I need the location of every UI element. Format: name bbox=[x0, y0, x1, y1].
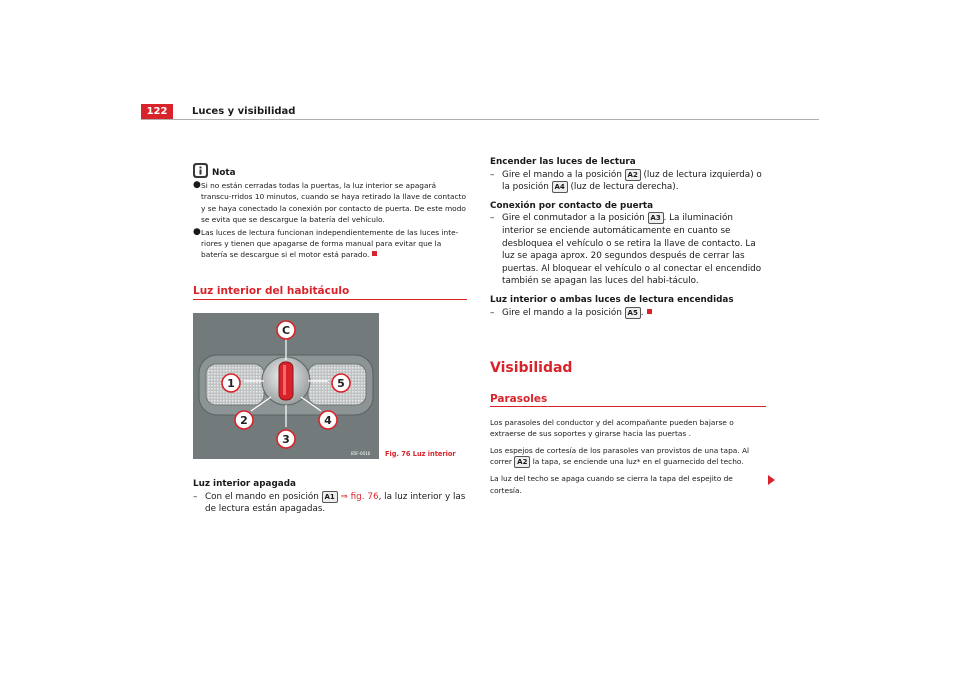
reading-item: – Gire el mando a la posición A2 (luz de lectura izquierda) o la posición A4 (luz de lectura derecha). bbox=[490, 169, 762, 193]
figure-label-5: 5 bbox=[337, 377, 345, 390]
parasoles-rule bbox=[490, 406, 766, 407]
right-column bbox=[490, 156, 766, 319]
header-rule bbox=[141, 119, 819, 120]
section-rule bbox=[193, 299, 467, 300]
figure-label-1: 1 bbox=[227, 377, 235, 390]
fig-ref-link[interactable]: fig. 76 bbox=[350, 491, 379, 502]
note-bullet-1: ● Si no están cerradas todas la puertas, la luz interior se apagará transcu-rridos 10 minutos, cuando se haya retirado la llave de contacto y se haya conectado la conexión por contacto de puerta. De este modo se evita que se descargue la batería del vehículo. bbox=[193, 180, 467, 225]
parasoles-p2: Los espejos de cortesía de los parasoles van provistos de una tapa. Al correr A2 la tapa, se enciende una luz* en el guarnecido del techo. bbox=[490, 445, 750, 467]
parasoles-p3: La luz del techo se apaga cuando se cierra la tapa del espejito de cortesía. bbox=[490, 474, 733, 495]
running-title: Luces y visibilidad bbox=[192, 106, 296, 117]
end-mark bbox=[647, 309, 652, 314]
interior-off-item: – Con el mando en posición A1 ⇒ fig. 76, la luz interior y las de lectura están apagadas. bbox=[193, 491, 466, 515]
note-bullet-2: ● Las luces de lectura funcionan independientemente de las luces inte-riores y tienen que apagarse de forma manual para evitar que la batería se descargue si el motor está parado. bbox=[193, 226, 459, 260]
badge-a4: A4 bbox=[552, 181, 568, 193]
figure-drawing bbox=[193, 313, 379, 459]
page-number: 122 bbox=[141, 104, 173, 119]
figure-label-4: 4 bbox=[324, 414, 332, 427]
parasoles-p1: Los parasoles del conductor y del acompañante pueden bajarse o extraerse de sus soportes y girarse hacia las puertas . bbox=[490, 418, 734, 439]
figure-caption: Fig. 76 Luz interior bbox=[385, 450, 456, 458]
interior-off-block bbox=[193, 478, 467, 516]
figure-label-2: 2 bbox=[240, 414, 248, 427]
badge-a1: A1 bbox=[322, 491, 338, 503]
badge-a5: A5 bbox=[625, 307, 641, 319]
reading-title: Encender las luces de lectura bbox=[490, 157, 636, 167]
section-title-interior: Luz interior del habitáculo bbox=[193, 285, 350, 297]
note-title: Nota bbox=[212, 168, 236, 178]
door-title: Conexión por contacto de puerta bbox=[490, 200, 654, 211]
door-item: – Gire el conmutador a la posición A3 . La iluminación interior se enciende automáticamente en cuanto se desbloquea el vehículo o se retira la llave de contacto. La luz se apaga aprox. 20 segundos después de cerrar las puertas. Al bloquear el vehículo o al conectar el encendido también se apagan las luces del habi-táculo. bbox=[490, 213, 762, 287]
figure-label-3: 3 bbox=[282, 433, 290, 446]
visibility-title: Visibilidad bbox=[490, 360, 573, 376]
badge-a2-parasol: A2 bbox=[514, 456, 530, 468]
interior-off-title: Luz interior apagada bbox=[193, 479, 296, 489]
note-block bbox=[193, 158, 467, 261]
both-item: – Gire el mando a la posición A5 . bbox=[490, 307, 766, 320]
both-title: Luz interior o ambas luces de lectura encendidas bbox=[490, 294, 734, 305]
badge-a2: A2 bbox=[625, 169, 641, 181]
figure-label-c: C bbox=[281, 324, 291, 337]
end-mark bbox=[372, 251, 377, 256]
figure-code: B5F-0016 bbox=[351, 451, 371, 456]
arrow-icon: ⇒ bbox=[340, 491, 348, 502]
continue-arrow-icon bbox=[768, 475, 775, 485]
figure-interior-light bbox=[193, 313, 379, 459]
note-icon bbox=[193, 163, 208, 178]
parasoles-title: Parasoles bbox=[490, 393, 548, 405]
parasoles-body bbox=[490, 417, 766, 496]
badge-a3: A3 bbox=[648, 212, 664, 224]
